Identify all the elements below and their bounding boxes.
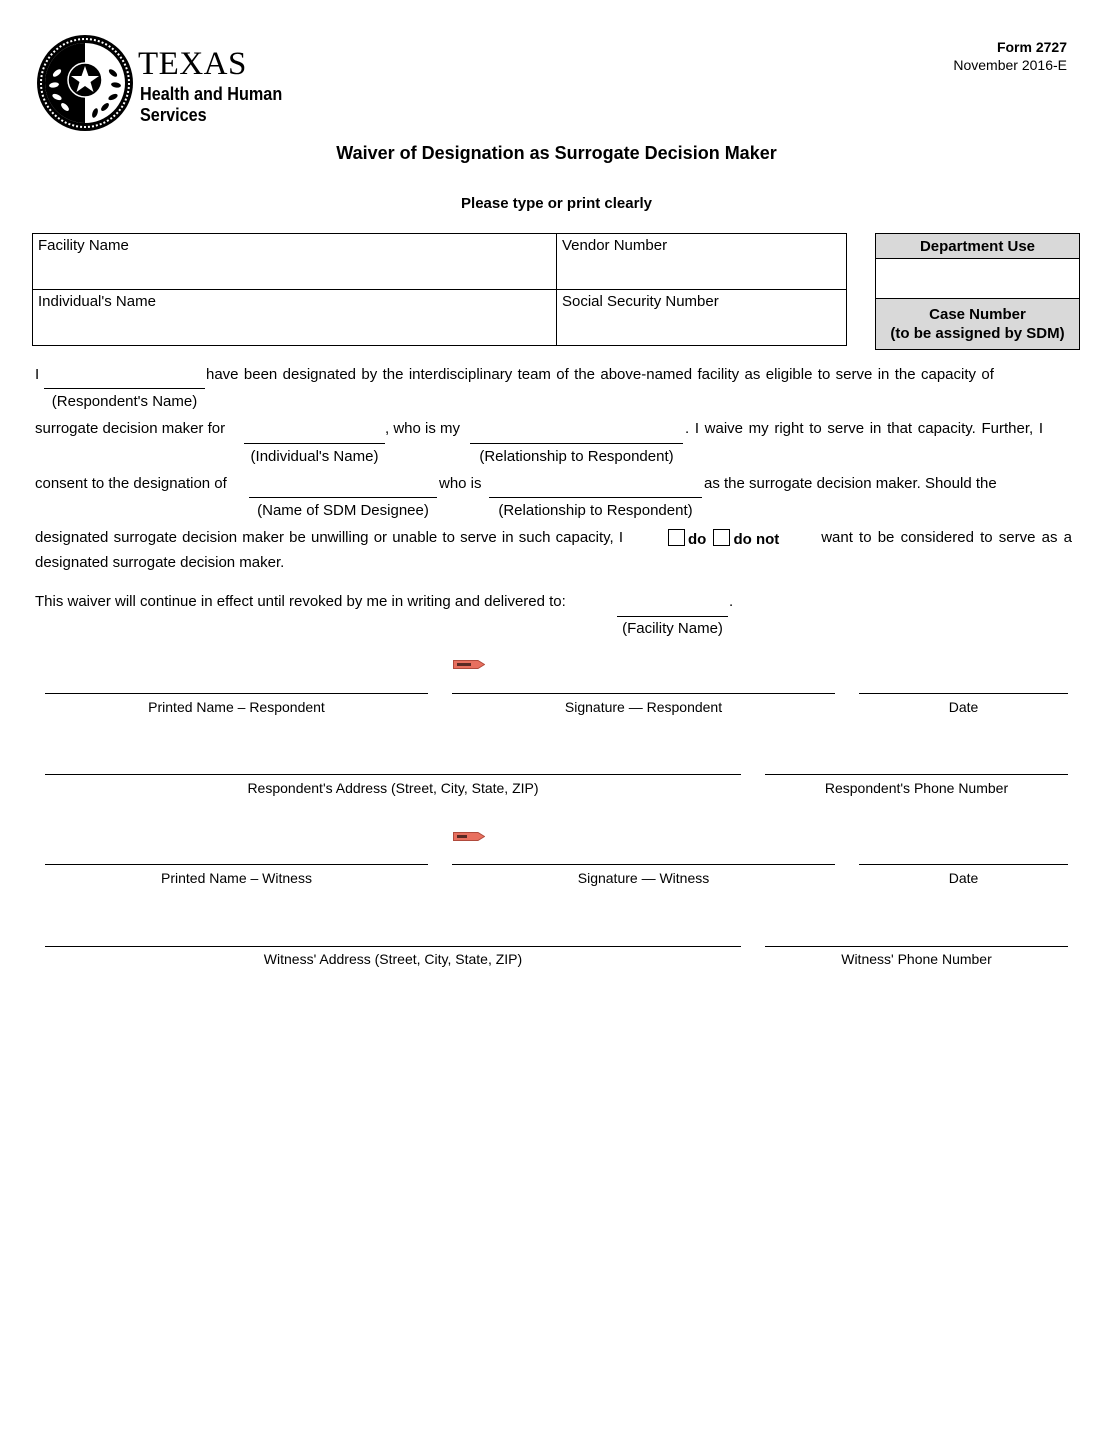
respondent-address-label: Respondent's Address (Street, City, State, ZIP) — [247, 780, 539, 796]
facility-name-caption: (Facility Name) — [622, 620, 723, 637]
signature-respondent-line[interactable] — [452, 693, 835, 694]
facility-name-label: Facility Name — [38, 237, 129, 254]
respondent-phone-label: Respondent's Phone Number — [824, 780, 1009, 796]
info-table — [32, 233, 847, 346]
text-line3-start: consent to the designation of — [35, 475, 227, 492]
witness-phone-label: Witness' Phone Number — [841, 951, 992, 967]
relationship-2-input[interactable] — [489, 497, 702, 498]
date-witness-line[interactable] — [859, 864, 1068, 865]
facility-name-input[interactable] — [617, 616, 728, 617]
ssn-field[interactable] — [557, 290, 847, 346]
text-line2-mid: , who is my — [385, 420, 461, 437]
individuals-name-label: Individual's Name — [38, 293, 156, 310]
text-line3-end: as the surrogate decision maker. Should the — [704, 475, 997, 492]
form-number: Form 2727 — [996, 39, 1067, 55]
text-line2-end: . I waive my right to serve in that capacity. Further, I — [685, 420, 1044, 437]
facility-name-field[interactable] — [33, 234, 557, 290]
do-checkbox[interactable] — [668, 529, 685, 546]
relationship-2-caption: (Relationship to Respondent) — [498, 502, 693, 519]
waiver-period: . — [729, 593, 734, 610]
text-line4 — [35, 529, 1072, 548]
do-label: do — [687, 531, 707, 548]
case-number-label — [876, 299, 1080, 350]
option-group — [665, 529, 779, 548]
date-respondent-label: Date — [948, 699, 979, 715]
text-line4-end: want to be considered to serve as a — [821, 529, 1072, 546]
logo-title: TEXAS — [138, 46, 247, 82]
witness-address-label: Witness' Address (Street, City, State, ZIP) — [263, 951, 523, 967]
signature-witness-line[interactable] — [452, 864, 835, 865]
vendor-number-label: Vendor Number — [562, 237, 668, 254]
printed-name-respondent-line[interactable] — [45, 693, 428, 694]
text-i: I — [35, 366, 40, 383]
date-witness-label: Date — [948, 870, 979, 886]
waiver-text: This waiver will continue in effect until revoked by me in writing and delivered to: — [35, 593, 566, 610]
relationship-1-caption: (Relationship to Respondent) — [479, 448, 674, 465]
respondent-name-caption: (Respondent's Name) — [51, 393, 198, 410]
individuals-name-field[interactable] — [33, 290, 557, 346]
do-not-label: do not — [733, 531, 780, 548]
department-use-header: Department Use — [876, 234, 1080, 259]
signature-respondent-label: Signature — Respondent — [564, 699, 723, 715]
ssn-label: Social Security Number — [562, 293, 719, 310]
printed-name-respondent-label: Printed Name – Respondent — [148, 699, 325, 715]
department-use-field[interactable] — [876, 259, 1080, 299]
respondent-name-input[interactable] — [44, 388, 205, 389]
sign-here-flag-icon[interactable] — [453, 832, 485, 841]
do-not-checkbox[interactable] — [713, 529, 730, 546]
form-date: November 2016-E — [953, 57, 1067, 73]
witness-phone-line[interactable] — [765, 946, 1068, 947]
logo-subtitle-line2: Services — [140, 105, 207, 125]
date-respondent-line[interactable] — [859, 693, 1068, 694]
logo-subtitle — [140, 84, 282, 126]
text-line5: designated surrogate decision maker. — [35, 554, 285, 571]
individual-name-input[interactable] — [244, 443, 385, 444]
individual-name-caption: (Individual's Name) — [250, 448, 379, 465]
case-number-line1: Case Number — [929, 306, 1026, 323]
sdm-designee-caption: (Name of SDM Designee) — [257, 502, 429, 519]
respondent-phone-line[interactable] — [765, 774, 1068, 775]
relationship-1-input[interactable] — [470, 443, 683, 444]
signature-witness-label: Signature — Witness — [577, 870, 710, 886]
vendor-number-field[interactable] — [557, 234, 847, 290]
text-line2-start: surrogate decision maker for — [35, 420, 226, 437]
logo-subtitle-line1: Health and Human — [140, 84, 283, 104]
witness-address-line[interactable] — [45, 946, 741, 947]
page-title: Waiver of Designation as Surrogate Decision Maker — [336, 143, 777, 163]
department-use-table — [875, 233, 1080, 350]
sign-here-flag-icon[interactable] — [453, 660, 485, 669]
respondent-address-line[interactable] — [45, 774, 741, 775]
printed-name-witness-label: Printed Name – Witness — [161, 870, 312, 886]
text-line4-start: designated surrogate decision maker be unwilling or unable to serve in such capacity, I — [35, 529, 624, 546]
text-line3-mid: who is — [439, 475, 482, 492]
texas-seal-icon — [35, 33, 135, 133]
page-subtitle: Please type or print clearly — [461, 195, 652, 212]
printed-name-witness-line[interactable] — [45, 864, 428, 865]
sdm-designee-input[interactable] — [249, 497, 437, 498]
text-line1: have been designated by the interdisciplinary team of the above-named facility as eligible to serve in the capacity of — [206, 366, 994, 383]
case-number-line2: (to be assigned by SDM) — [890, 325, 1065, 342]
